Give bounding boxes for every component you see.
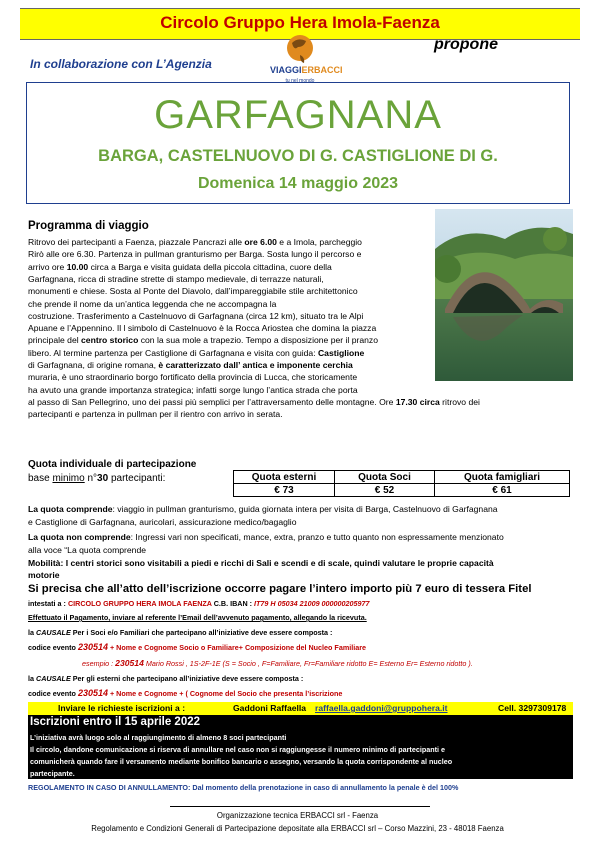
footer-divider [170, 806, 430, 807]
quota-base-num: 30 [97, 473, 109, 484]
logo-tagline: tu nel mondo [285, 78, 315, 84]
program-line [28, 236, 362, 248]
codice-esterni [28, 688, 342, 699]
causale-soci-text: Per i Soci e/o Familiari che partecipano all’iniziative deve essere composta : [70, 628, 333, 637]
quota-title: Quota individuale di partecipazione [28, 459, 197, 470]
program-text-segment: Ritrovo dei partecipanti a Faenza, piazzale Pancrazi alle [28, 237, 245, 247]
program-line [28, 371, 357, 383]
quota-base-mid: n° [84, 473, 98, 484]
intestati-value: CIRCOLO GRUPPO HERA IMOLA FAENZA [65, 599, 212, 608]
codice-soci-label: codice evento [28, 643, 78, 652]
program-text-segment: al passo di San Pellegrino, uno dei passi più semplici per l’attraversamento delle montagne. Ore [28, 396, 396, 407]
codice-soci-rest: + Nome e Cognome Socio o Familiare+ Composizione del Nucleo Familiare [107, 643, 366, 652]
program-text-segment: e a Imola, parcheggio [276, 237, 362, 247]
registration-line-2: Il circolo, dandone comunicazione si riserva di annullare nel caso non si raggiungesse il numero minimo di partecipanti e [30, 745, 445, 754]
quota-base-prefix: base [28, 473, 53, 484]
esempio-label: esempio : [82, 659, 116, 668]
price-table [233, 470, 570, 497]
header-title: Circolo Gruppo Hera Imola-Faenza [160, 13, 440, 32]
codice-esterni-label: codice evento [28, 689, 78, 698]
program-highlight: Castiglione [317, 347, 365, 358]
quota-base-minimo: minimo [52, 473, 85, 484]
program-line [28, 334, 378, 346]
intestati-label: intestati a : [28, 599, 66, 608]
iban-line [28, 598, 370, 609]
program-line [28, 285, 358, 297]
program-line [28, 347, 364, 359]
payment-instructions: Effettuato il Pagamento, inviare al referente l’Email dell’avvenuto pagamento, allegando la ricevuta. [28, 613, 367, 622]
contact-name: Gaddoni Raffaella [233, 703, 307, 713]
esempio-line [82, 658, 473, 669]
program-text-segment: partecipanti e partenza in pullman per il rientro con arrivo in serata. [28, 409, 283, 420]
codice-soci [28, 642, 366, 653]
comprende-label: La quota comprende [28, 504, 113, 514]
program-line [28, 310, 363, 322]
price-table-header-row [234, 471, 570, 484]
program-text-segment: costruzione. Trasferimento a Castelnuovo di Garfagnana (circa 12 km), situato tra le Alpi [28, 310, 364, 321]
program-highlight: è caratterizzato dall’ antica e imponente cerchia [156, 360, 353, 370]
causale-esterni-text: Per gli esterni che partecipano all’iniziative deve essere composta : [70, 674, 304, 683]
program-line [28, 322, 376, 334]
price-soci: € 52 [335, 484, 435, 497]
program-text-segment: ritrovo dei [439, 396, 480, 407]
registration-deadline: Iscrizioni entro il 15 aprile 2022 [30, 716, 201, 728]
causale-soci [28, 627, 332, 638]
causale-soci-label: CAUSALE [36, 628, 71, 637]
esempio-text: Mario Rossi , 1S-2F-1E (S = Socio , F=Familiare, Fr=Familiare ridotto E= Esterno Er= Esterno ridotto ). [143, 659, 473, 668]
title-box [26, 82, 570, 204]
causale-esterni-prefix: la [28, 674, 36, 683]
program-text-segment: Garfagnana, ricca di stradine strette di stampo medievale, di terrazze naturali, [28, 273, 324, 284]
comprende-line1 [28, 503, 498, 515]
cancellation-policy: REGOLAMENTO IN CASO DI ANNULLAMENTO: Dal momento della prenotazione in caso di annullamento la penale è del 100% [28, 783, 459, 792]
logo-text-erbacci: ERBACCI [301, 65, 343, 75]
registration-box [28, 715, 573, 779]
program-title: Programma di viaggio [28, 220, 149, 232]
iban-label: C.B. IBAN : [211, 599, 253, 608]
propone-label: propone [434, 36, 498, 53]
program-text-segment: principale del [28, 335, 82, 346]
program-text-segment: libero. Al termine partenza per Castiglione di Garfagnana e visita con guida: [28, 347, 318, 358]
program-highlight: 17.30 circa [395, 396, 440, 407]
contact-bar [28, 702, 573, 715]
program-line [28, 359, 353, 371]
non-comprende-line2: alla voce “La quota comprende [28, 545, 147, 555]
iban-value: IT79 H 05034 21009 000000205977 [252, 599, 370, 608]
main-title: GARFAGNANA [154, 93, 442, 137]
price-header-soci: Quota Soci [335, 471, 435, 484]
program-text-segment: monumenti e chiese. Sosta al Ponte del Diavolo, dall’impareggiabile stile architettonico [28, 286, 358, 297]
footer-line-2: Regolamento e Condizioni Generali di Partecipazione depositate alla ERBACCI srl – Corso Mazzini, 23 - 48018 Faenza [91, 824, 504, 833]
contact-phone: Cell. 3297309178 [498, 703, 567, 713]
program-line [28, 396, 480, 408]
collaboration-text: In collaborazione con L’Agenzia [30, 57, 212, 71]
program-text-segment: di Garfagnana, di origine romana, [28, 360, 157, 370]
registration-line-1: L’iniziativa avrà luogo solo al raggiungimento di almeno 8 soci partecipanti [30, 733, 287, 742]
program-text-segment: circa a Barga e visita guidata della piccola cittadina, cuore della [88, 261, 332, 272]
codice-esterni-num: 230514 [77, 688, 108, 698]
program-highlight: ore 6.00 [244, 237, 277, 247]
contact-email[interactable]: raffaella.gaddoni@gruppohera.it [315, 703, 448, 713]
mobility-note: Mobilità: I centri storici sono visitabili a piedi e ricchi di Sali e scendi e di scale, quindi valutare le proprie capacità [28, 558, 494, 568]
price-famigliari: € 61 [435, 484, 570, 497]
mobility-note-2: motorie [28, 570, 60, 580]
program-line [28, 273, 324, 285]
price-esterni: € 73 [234, 484, 335, 497]
codice-esterni-rest: + Nome e Cognome + ( Cognome del Socio che presenta l’iscrizione [107, 689, 343, 698]
esempio-num: 230514 [115, 658, 144, 668]
registration-line-4: partecipante. [30, 769, 75, 778]
program-text-segment: Rirò alle ore 6.30. Partenza in pullman granturismo per Barga. Sosta lungo il percorso e [28, 249, 362, 260]
payment-notice: Si precisa che all’atto dell’iscrizione occorre pagare l’intero importo più 7 euro di tessera Fitel [28, 583, 532, 595]
program-line [28, 261, 332, 273]
program-text-segment: Apuane e l’Appennino. Il l simbolo di Castelnuovo è la Rocca Ariostea che domina la piazza [28, 323, 377, 334]
program-text-segment: che prende il nome da un’antica leggenda che ne accompagna la [28, 298, 277, 309]
program-line [28, 298, 276, 310]
program-text-segment: arrivo ore [28, 261, 67, 272]
price-header-esterni: Quota esterni [234, 471, 335, 484]
causale-esterni-label: CAUSALE [36, 674, 71, 683]
program-line [28, 248, 361, 260]
registration-line-3: comunicherà quando fare il versamento mediante bonifico bancario o assegno, versando la quota corrispondente al nucleo [30, 757, 453, 766]
agency-logo [270, 33, 343, 89]
comprende-text: : viaggio in pullman granturismo, guida giornata intera per visita di Barga, Castelnuovo di Garfagnana [112, 504, 498, 514]
bridge-photo [435, 209, 573, 381]
contact-label: Inviare le richieste iscrizioni a : [58, 703, 186, 713]
program-line [28, 408, 283, 420]
non-comprende-label: La quota non comprende [28, 532, 131, 542]
program-text-segment: ha avuto una grande importanza strategica; infatti sorge lungo l’antica strada che porta [28, 384, 358, 395]
program-text-segment: con la sua mole a trapezio. Tempo a disposizione per il pranzo [138, 335, 378, 346]
quota-base-suffix: partecipanti: [108, 473, 166, 484]
quota-base [28, 473, 165, 484]
causale-esterni [28, 673, 303, 684]
program-highlight: 10.00 [66, 261, 89, 272]
program-text-segment: muraria, è uno straordinario borgo fortificato della provincia di Lucca, che storicamente [28, 372, 358, 383]
destinations-subtitle: BARGA, CASTELNUOVO DI G. CASTIGLIONE DI G. [98, 147, 498, 165]
causale-soci-prefix: la [28, 628, 36, 637]
comprende-line2: e Castiglione di Garfagnana, auricolari, assicurazione medico/bagaglio [28, 517, 297, 527]
program-highlight: centro storico [81, 335, 139, 346]
logo-text-viaggi: VIAGGI [270, 65, 302, 75]
non-comprende-line1 [28, 531, 504, 543]
program-line [28, 384, 358, 396]
price-table-value-row [234, 484, 570, 497]
codice-soci-num: 230514 [77, 642, 108, 652]
footer-line-1: Organizzazione tecnica ERBACCI srl - Faenza [216, 811, 379, 820]
event-date: Domenica 14 maggio 2023 [197, 175, 399, 192]
non-comprende-text: : Ingressi vari non specificati, mance, extra, pranzo e tutto quanto non espressamente menzionato [130, 532, 504, 542]
price-header-famigliari: Quota famigliari [435, 471, 570, 484]
